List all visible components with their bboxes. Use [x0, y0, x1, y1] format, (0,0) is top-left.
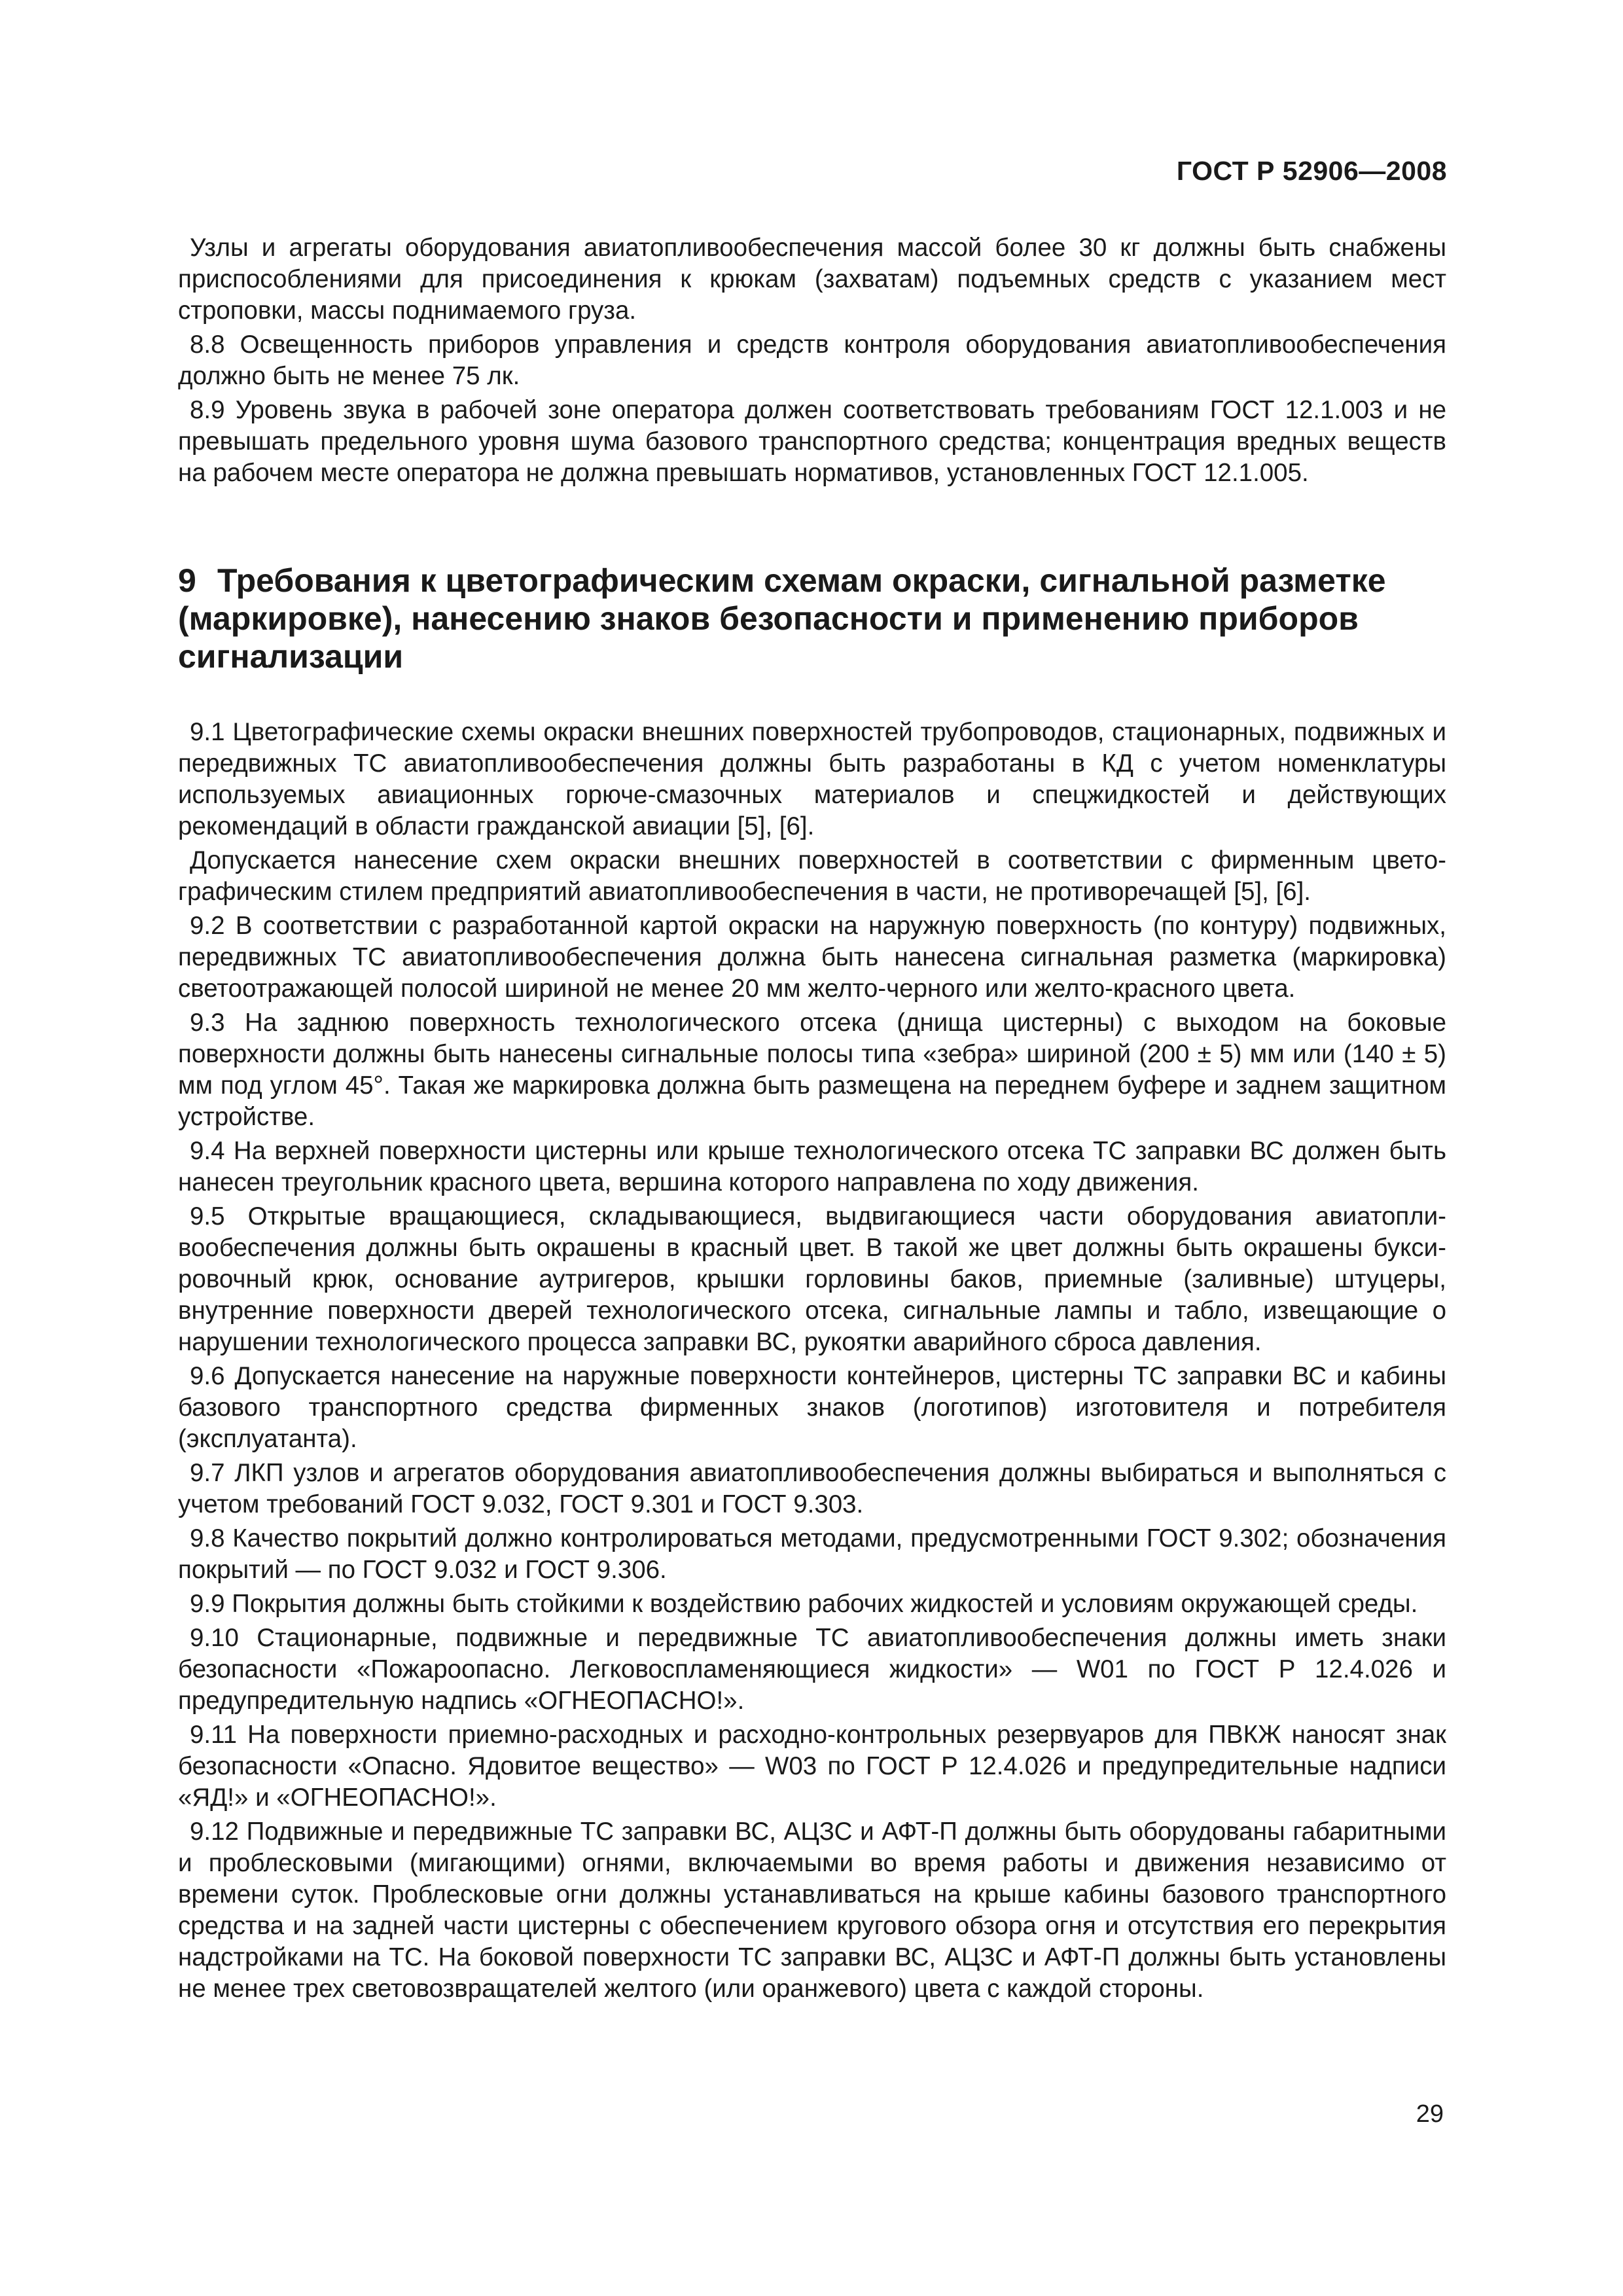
paragraph-9-5: 9.5 Открытые вращающиеся, складывающиеся, выдвигающиеся части оборудования авиатопливообеспечения должны быть окрашены в красный цвет. В такой же цвет должны быть окрашены буксировочный крюк, основание аутригеров, крышки горловины баков, приемные (заливные) штуцеры, внутренние поверхности дверей технологического отсека, сигнальные лампы и табло, извещающие о нарушении технологического процесса заправки ВС, рукоятки аварийного сброса давления.: [178, 1202, 1446, 1356]
paragraph-9-12: 9.12 Подвижные и передвижные ТС заправки ВС, АЦЗС и АФТ-П должны быть оборудованы габаритными и проблесковыми (мигающими) огнями, включаемыми во время работы и движения независимо от времени суток. Проблесковые огни должны устанавливаться на крыше кабины базового транспортного средства и на задней части цистерны с обеспечением кругового обзора огня и отсутствия его перекрытия надстройками на ТС. На боковой поверхности ТС заправки ВС, АЦЗС и АФТ-П должны быть установлены не менее трех световозвращателей желтого (или оранжевого) цвета с каждой стороны.: [178, 1818, 1446, 2003]
paragraph-9-3: 9.3 На заднюю поверхность технологического отсека (днища цистерны) с выходом на боковые поверхности должны быть нанесены сигнальные полосы типа «зебра» шириной (200 ± 5) мм или (140 ± 5) мм под углом 45°. Такая же маркировка должна быть размещена на переднем буфере и заднем защитном устройстве.: [178, 1009, 1446, 1131]
section-number: 9: [178, 562, 196, 599]
body-block-8: [178, 232, 1446, 492]
paragraph-9-10: 9.10 Стационарные, подвижные и передвижные ТС авиатопливообеспечения должны иметь знаки безопасности «Пожароопасно. Легковоспламеняющиеся жидкости» — W01 по ГОСТ Р 12.4.026 и предупредительную надпись «ОГНЕОПАСНО!».: [178, 1624, 1446, 1715]
paragraph-9-8: 9.8 Качество покрытий должно контролироваться методами, предусмотренными ГОСТ 9.302; обозначения покрытий — по ГОСТ 9.032 и ГОСТ 9.306.: [178, 1524, 1446, 1584]
section-heading: [178, 562, 1441, 675]
paragraph-8-9: 8.9 Уровень звука в рабочей зоне оператора должен соответствовать требованиям ГОСТ 12.1.003 и не превышать предельного уровня шума базового транспортного средства; концентрация вредных веществ на рабочем месте оператора не должна превышать нормативов, установленных ГОСТ 12.1.005.: [178, 396, 1446, 487]
body-block-9: [178, 717, 1446, 2007]
paragraph: Узлы и агрегаты оборудования авиатопливообеспечения массой более 30 кг должны быть снабжены приспособлениями для присоединения к крюкам (захватам) подъемных средств с указанием мест строповки, массы поднимаемого груза.: [178, 234, 1446, 325]
paragraph-9-6: 9.6 Допускается нанесение на наружные поверхности контейнеров, цистерны ТС заправки ВС и кабины базового транспортного средства фирменных знаков (логотипов) изготовителя и потребителя (эксплуатанта).: [178, 1362, 1446, 1453]
paragraph-9-4: 9.4 На верхней поверхности цистерны или крыше технологического отсека ТС заправки ВС должен быть нанесен треугольник красного цвета, вершина которого направлена по ходу движения.: [178, 1137, 1446, 1196]
paragraph-9-7: 9.7 ЛКП узлов и агрегатов оборудования авиатопливообеспечения должны выбираться и выполняться с учетом требований ГОСТ 9.032, ГОСТ 9.301 и ГОСТ 9.303.: [178, 1459, 1446, 1518]
paragraph-9-9: 9.9 Покрытия должны быть стойкими к воздействию рабочих жидкостей и условиям окружающей среды.: [190, 1590, 1418, 1618]
paragraph-9-1-note: Допускается нанесение схем окраски внешних поверхностей в соответствии с фирменным цветографическим стилем предприятий авиатопливообеспечения в части, не противоречащей [5], [6].: [178, 846, 1446, 906]
paragraph-9-2: 9.2 В соответствии с разработанной картой окраски на наружную поверхность (по контуру) подвижных, передвижных ТС авиатопливообеспечения должна быть нанесена сигнальная разметка (маркировка) светоотражающей полосой шириной не менее 20 мм желто-черного или желто-красного цвета.: [178, 912, 1446, 1003]
paragraph-9-11: 9.11 На поверхности приемно-расходных и расходно-контрольных резервуаров для ПВКЖ наносят знак безопасности «Опасно. Ядовитое вещество» — W03 по ГОСТ Р 12.4.026 и предупредительные надписи «ЯД!» и «ОГНЕОПАСНО!».: [178, 1721, 1446, 1812]
page-number: 29: [1416, 2100, 1444, 2128]
document-header: ГОСТ Р 52906—2008: [1176, 156, 1447, 186]
paragraph-9-1: 9.1 Цветографические схемы окраски внешних поверхностей трубопроводов, стационарных, подвижных и передвижных ТС авиатопливообеспечения должны быть разработаны в КД с учетом номенклатуры используемых авиационных горюче-смазочных материалов и спецжидкостей и действующих рекомендаций в области гражданской авиации [5], [6].: [178, 718, 1446, 840]
paragraph-8-8: 8.8 Освещенность приборов управления и средств контроля оборудования авиатопливообеспечения должно быть не менее 75 лк.: [178, 331, 1446, 390]
section-title: Требования к цветографическим схемам окраски, сигнальной разметке (маркировке), нанесению знаков безопасности и применению приборов сигнализации: [178, 562, 1386, 675]
